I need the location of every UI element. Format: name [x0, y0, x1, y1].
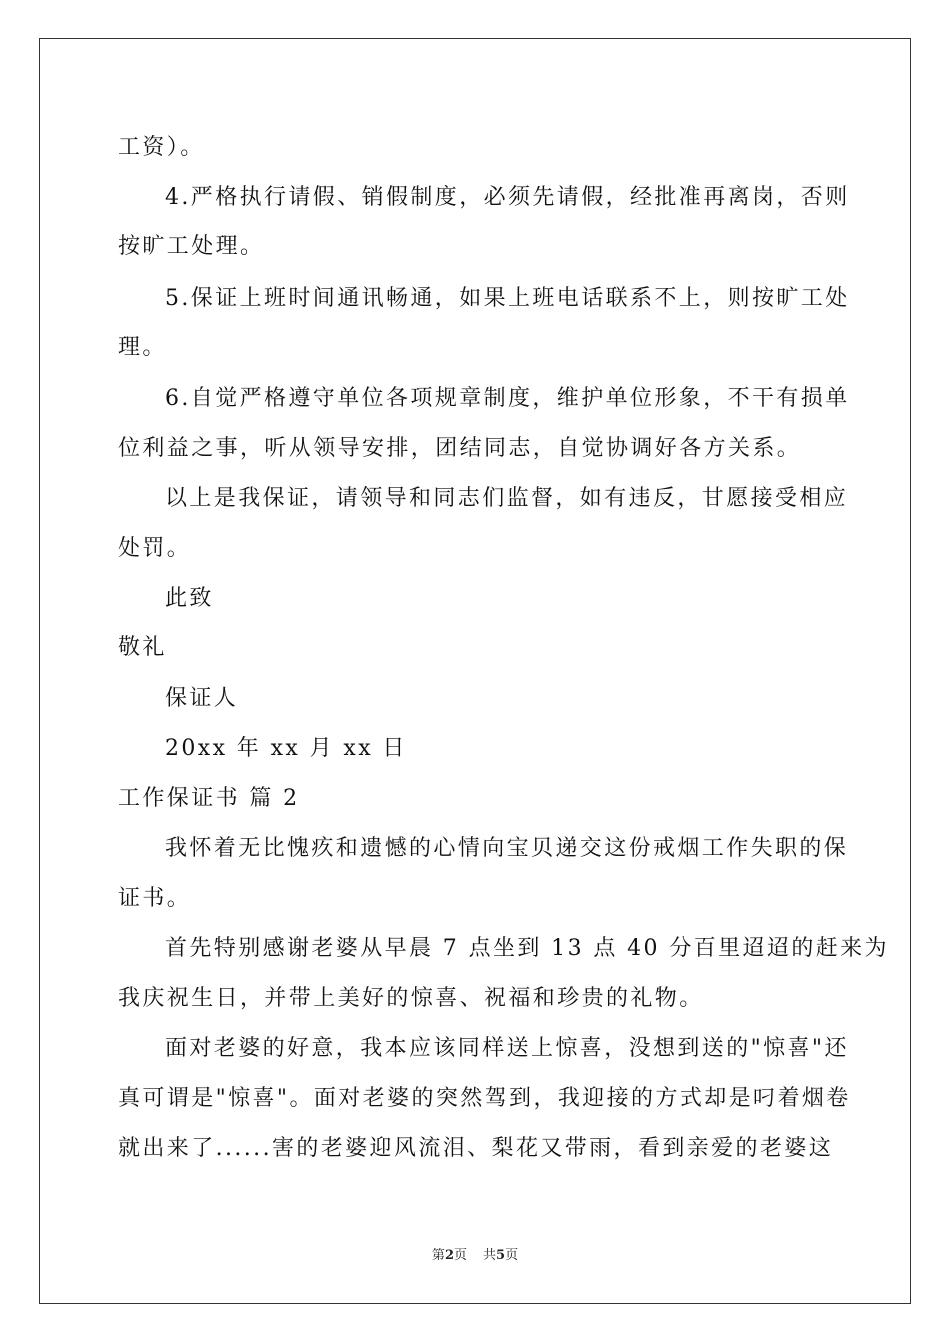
signatory-label: 保证人: [165, 686, 239, 711]
text-line: 工资）。: [118, 135, 205, 160]
page-total: 5: [496, 1248, 506, 1263]
text-line: 5.保证上班时间通讯畅通，如果上班电话联系不上，则按旷工处: [165, 286, 850, 311]
text-line: 首先特别感谢老婆从早晨 7 点坐到 13 点 40 分百里迢迢的赶来为: [165, 936, 889, 961]
page-prefix: 第: [431, 1248, 445, 1263]
text-line: 就出来了......害的老婆迎风流泪、梨花又带雨，看到亲爱的老婆这: [118, 1136, 834, 1161]
closing-regards: 敬礼: [118, 635, 167, 660]
page-number: 2: [444, 1248, 454, 1263]
text-line: 我怀着无比愧疚和遗憾的心情向宝贝递交这份戒烟工作失职的保: [165, 836, 849, 861]
page-border: [39, 38, 911, 1304]
text-line: 面对老婆的好意，我本应该同样送上惊喜，没想到送的"惊喜"还: [165, 1036, 849, 1061]
text-line: 处罚。: [118, 536, 192, 561]
text-line: 以上是我保证，请领导和同志们监督，如有违反，甘愿接受相应: [165, 486, 849, 511]
section-heading: 工作保证书 篇 2: [118, 786, 300, 811]
text-line: 4.严格执行请假、销假制度，必须先请假，经批准再离岗，否则: [165, 185, 850, 210]
date-line: 20xx 年 xx 月 xx 日: [165, 736, 407, 761]
total-prefix: 共: [483, 1248, 497, 1263]
page-suffix: 页: [453, 1248, 467, 1263]
closing-salutation: 此致: [165, 586, 214, 611]
page-footer: [0, 1247, 950, 1265]
text-line: 证书。: [118, 886, 192, 911]
text-line: 我庆祝生日，并带上美好的惊喜、祝福和珍贵的礼物。: [118, 986, 704, 1011]
text-line: 6.自觉严格遵守单位各项规章制度，维护单位形象，不干有损单: [165, 386, 850, 411]
text-line: 位利益之事，听从领导安排，团结同志，自觉协调好各方关系。: [118, 436, 802, 461]
text-line: 真可谓是"惊喜"。面对老婆的突然驾到，我迎接的方式却是叼着烟卷: [118, 1086, 851, 1111]
text-line: 按旷工处理。: [118, 234, 265, 259]
text-line: 理。: [118, 335, 167, 360]
total-suffix: 页: [505, 1248, 519, 1263]
